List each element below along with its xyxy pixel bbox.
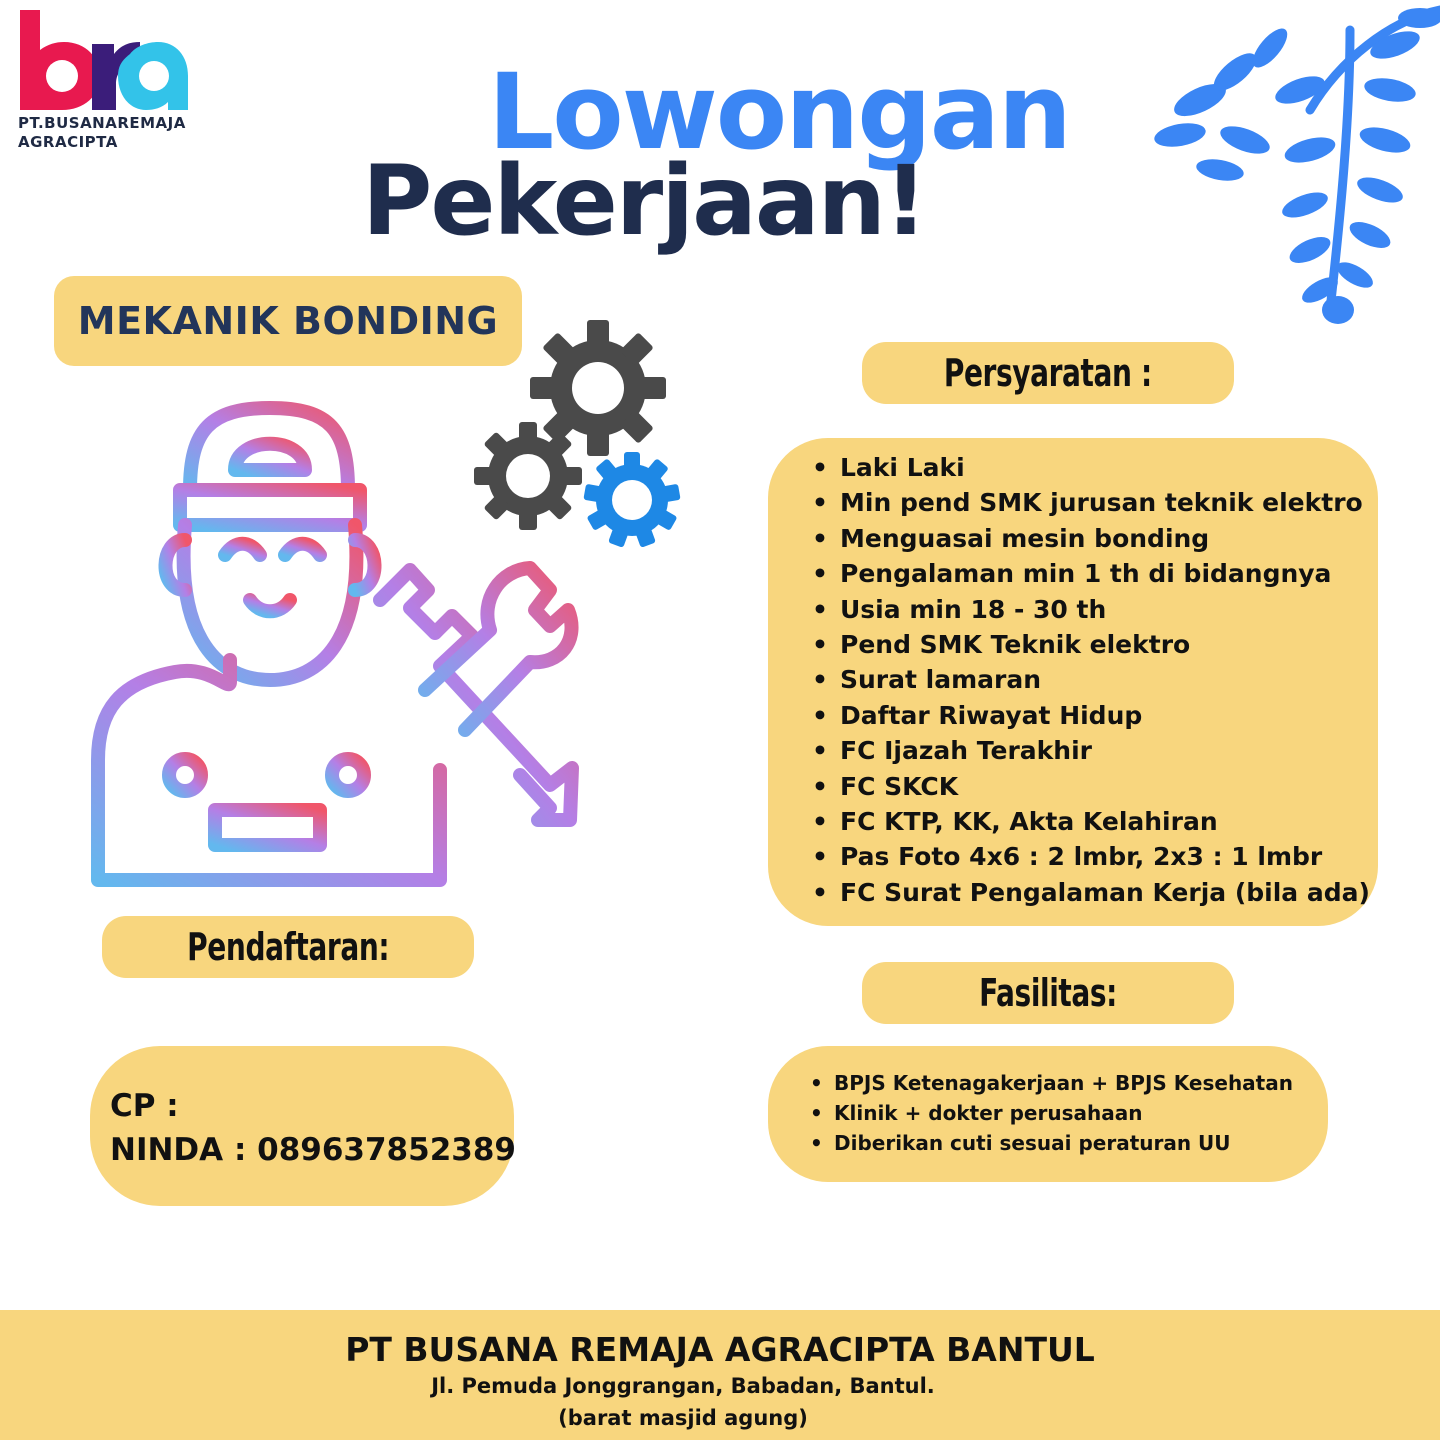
requirement-item: • Pengalaman min 1 th di bidangnya: [812, 556, 1378, 591]
job-position-label: MEKANIK BONDING: [77, 299, 499, 343]
requirement-item: • FC KTP, KK, Akta Kelahiran: [812, 804, 1378, 839]
requirements-list: [812, 450, 1378, 910]
registration-heading: Pendaftaran:: [186, 925, 390, 969]
logo-caption-line2: AGRACIPTA: [18, 133, 118, 151]
requirement-item: • FC Surat Pengalaman Kerja (bila ada): [812, 875, 1378, 910]
facilities-list: [810, 1068, 1328, 1158]
title-line1: Lowongan: [488, 51, 1070, 173]
bra-logo-icon: [18, 10, 188, 110]
footer-note: (barat masjid agung): [558, 1406, 808, 1430]
facilities-box: [768, 1046, 1328, 1182]
job-position-pill: [54, 276, 522, 366]
logo-caption-line1: PT.BUSANAREMAJA: [18, 114, 186, 132]
requirement-item: • Laki Laki: [812, 450, 1378, 485]
leaf-branch-icon: [1140, 0, 1440, 330]
facilities-heading: Fasilitas:: [979, 971, 1117, 1015]
contact-phone: NINDA : 089637852389: [110, 1132, 516, 1168]
registration-heading-pill: [102, 916, 474, 978]
title-line2: Pekerjaan!: [362, 145, 926, 257]
facility-item: • BPJS Ketenagakerjaan + BPJS Kesehatan: [810, 1068, 1328, 1098]
contact-box: [90, 1046, 514, 1206]
requirement-item: • FC Ijazah Terakhir: [812, 733, 1378, 768]
requirement-item: • FC SKCK: [812, 769, 1378, 804]
facility-item: • Diberikan cuti sesuai peraturan UU: [810, 1128, 1328, 1158]
requirements-heading-pill: [862, 342, 1234, 404]
footer-company: PT BUSANA REMAJA AGRACIPTA BANTUL: [345, 1330, 1095, 1369]
contact-label: CP :: [110, 1088, 179, 1124]
requirement-item: • Min pend SMK jurusan teknik elektro: [812, 485, 1378, 520]
logo-caption: [18, 114, 218, 152]
facility-item: • Klinik + dokter perusahaan: [810, 1098, 1328, 1128]
footer-address: Jl. Pemuda Jonggrangan, Babadan, Bantul.: [431, 1374, 935, 1398]
requirement-item: • Menguasai mesin bonding: [812, 521, 1378, 556]
requirements-heading: Persyaratan :: [944, 351, 1152, 395]
facilities-heading-pill: [862, 962, 1234, 1024]
requirement-item: • Surat lamaran: [812, 662, 1378, 697]
requirement-item: • Daftar Riwayat Hidup: [812, 698, 1378, 733]
footer: [0, 1310, 1440, 1440]
requirements-box: [768, 438, 1378, 926]
requirement-item: • Usia min 18 - 30 th: [812, 592, 1378, 627]
mechanic-worker-icon: [80, 390, 590, 900]
requirement-item: • Pas Foto 4x6 : 2 lmbr, 2x3 : 1 lmbr: [812, 839, 1378, 874]
company-logo: [18, 10, 218, 152]
requirement-item: • Pend SMK Teknik elektro: [812, 627, 1378, 662]
